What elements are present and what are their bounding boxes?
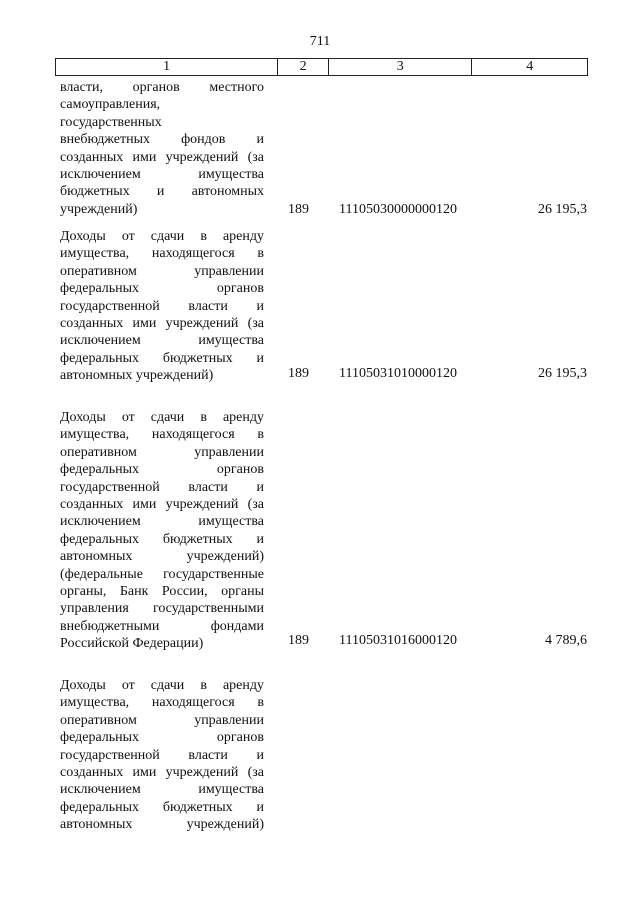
row-3-line-2: оперативном управлении (60, 712, 264, 728)
page-number: 711 (309, 34, 331, 49)
row-1-code: 189 (288, 366, 309, 381)
row-0-line-3: внебюджетных фондов и (60, 132, 264, 148)
row-0-line-2: государственных (60, 114, 162, 130)
table-header-row (55, 58, 588, 76)
column-header-3: 3 (328, 59, 471, 75)
row-3-line-8: автономных учреждений) (60, 817, 264, 833)
row-2-line-0: Доходы от сдачи в аренду (60, 410, 264, 425)
row-2-line-5: созданных ими учреждений (за (60, 496, 264, 512)
row-2-line-9: (федеральные государственные (60, 566, 264, 582)
row-3-line-4: государственной власти и (60, 747, 264, 763)
row-3-line-5: созданных ими учреждений (за (60, 764, 264, 780)
row-1-line-1: имущества, находящегося в (60, 246, 264, 262)
row-2-amount: 4 789,6 (545, 633, 587, 648)
row-1-line-5: созданных ими учреждений (за (60, 315, 264, 331)
row-2-line-10: органы, Банк России, органы (60, 583, 264, 599)
row-1-line-0: Доходы от сдачи в аренду (60, 229, 264, 244)
row-2-line-8: автономных учреждений) (60, 549, 264, 565)
row-2-line-7: федеральных бюджетных и (60, 531, 264, 547)
row-1-line-3: федеральных органов (60, 281, 264, 297)
row-3-line-3: федеральных органов (60, 730, 264, 746)
row-0-line-0: власти, органов местного (60, 80, 264, 95)
row-2-code: 189 (288, 633, 309, 648)
row-1-line-7: федеральных бюджетных и (60, 350, 264, 366)
row-2-line-1: имущества, находящегося в (60, 427, 264, 443)
row-3-line-6: исключением имущества (60, 782, 264, 798)
row-1-line-4: государственной власти и (60, 298, 264, 314)
row-1-line-6: исключением имущества (60, 333, 264, 349)
column-header-4: 4 (471, 59, 587, 75)
row-2-line-12: внебюджетными фондами (60, 618, 264, 634)
row-0-line-6: бюджетных и автономных (60, 184, 264, 200)
row-0-kbk: 11105030000000120 (339, 202, 457, 217)
row-2-line-3: федеральных органов (60, 462, 264, 478)
row-2-line-2: оперативном управлении (60, 444, 264, 460)
column-header-1: 1 (163, 59, 171, 74)
row-0-line-5: исключением имущества (60, 166, 264, 182)
row-1-line-2: оперативном управлении (60, 263, 264, 279)
row-1-kbk: 11105031010000120 (339, 366, 457, 381)
row-3-description (60, 677, 264, 834)
row-0-line-1: самоуправления, (60, 97, 161, 113)
row-2-line-6: исключением имущества (60, 514, 264, 530)
row-0-code: 189 (288, 202, 309, 217)
row-3-line-7: федеральных бюджетных и (60, 799, 264, 815)
row-0-line-4: созданных ими учреждений (за (60, 149, 264, 165)
row-0-description (60, 79, 264, 218)
column-header-2: 2 (277, 59, 328, 75)
row-3-line-1: имущества, находящегося в (60, 695, 264, 711)
row-1-line-8: автономных учреждений) (60, 368, 214, 384)
row-2-line-11: управления государственными (60, 601, 264, 617)
row-2-description (60, 409, 264, 652)
row-2-line-13: Российской Федерации) (60, 636, 204, 652)
row-1-amount: 26 195,3 (538, 366, 587, 381)
row-3-line-0: Доходы от сдачи в аренду (60, 678, 264, 693)
row-2-line-4: государственной власти и (60, 479, 264, 495)
row-2-kbk: 11105031016000120 (339, 633, 457, 648)
row-0-line-7: учреждений) (60, 201, 138, 217)
row-0-amount: 26 195,3 (538, 202, 587, 217)
row-1-description (60, 228, 264, 385)
